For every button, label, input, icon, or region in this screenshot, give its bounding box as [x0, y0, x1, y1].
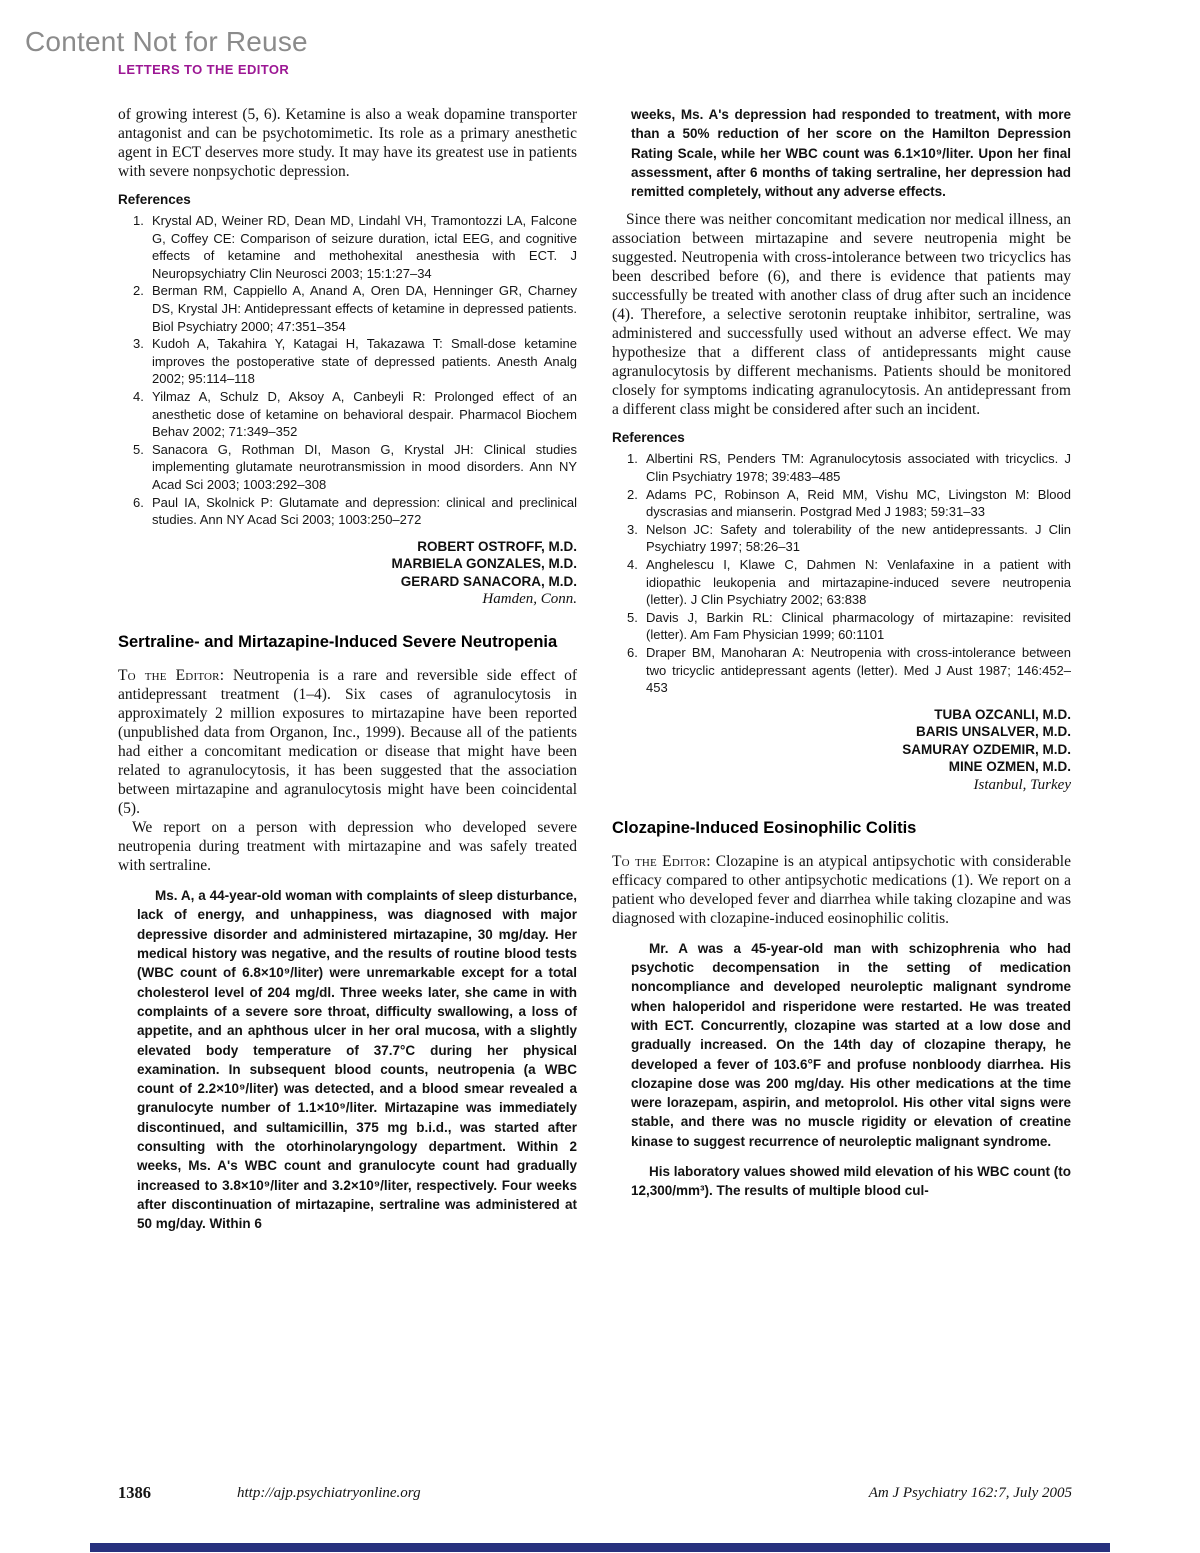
signature-name: TUBA OZCANLI, M.D. — [934, 706, 1071, 722]
signature-name: MARBIELA GONZALES, M.D. — [391, 556, 577, 572]
ketamine-reference-list — [133, 212, 577, 529]
ketamine-closing-paragraph: of growing interest (5, 6). Ketamine is also a weak dopamine transporter antagonist and can be psychotomimetic. Its role as a primary anesthetic agent in ECT deserves more study. It may have its greatest use in patients with severe nonpsychotic depression. — [118, 106, 577, 180]
signature-name: BARIS UNSALVER, M.D. — [915, 724, 1071, 740]
references-heading: References — [612, 430, 685, 446]
two-column-layout — [118, 105, 1072, 1234]
case-report-paragraph: His laboratory values showed mild elevation of his WBC count (to 12,300/mm³). The results of multiple blood cul- — [631, 1164, 1071, 1199]
paragraph-text: Clozapine is an atypical antipsychotic with considerable efficacy compared to other antipsychotic medications (1). We report on a patient who developed fever and diarrhea while taking clozapine and was diagnosed with clozapine-induced eosinophilic colitis. — [612, 852, 1071, 927]
letter-title-clozapine: Clozapine-Induced Eosinophilic Colitis — [612, 818, 917, 837]
signature-name: GERARD SANACORA, M.D. — [400, 573, 577, 589]
footer-url: http://ajp.psychiatryonline.org — [237, 1485, 421, 1501]
reference-item: Paul IA, Skolnick P: Glutamate and depression: clinical and preclinical studies. Ann NY Acad Sci 2003; 1003:250–272 — [152, 494, 577, 528]
case-report-paragraph: Mr. A was a 45-year-old man with schizophrenia who had psychotic decompensation in the setting of medication noncompliance and developed neuroleptic malignant syndrome when haloperidol and risperidone were restarted. He was treated with ECT. Concurrently, clozapine was started at a low dose and gradually increased. On the 14th day of clozapine therapy, he developed a fever of 103.6°F and profuse nonbloody diarrhea. His clozapine dose was 200 mg/day. His other medications at the time were lorazepam, aspirin, and metoprolol. His other vital signs were stable, and there was no muscle rigidity or elevation of creatine kinase to suggest recurrence of neuroleptic malignant syndrome. — [631, 940, 1071, 1149]
page-footer — [0, 1483, 1200, 1505]
right-column — [612, 105, 1071, 1201]
reference-item: Yilmaz A, Schulz D, Aksoy A, Canbeyli R: Prolonged effect of an anesthetic dose of ketamine on behavioral despair. Pharmacol Biochem Behav 2002; 71:349–352 — [152, 388, 577, 440]
bottom-accent-bar — [90, 1543, 1110, 1552]
sertraline-paragraph-1 — [118, 666, 577, 818]
reference-item: Anghelescu I, Klawe C, Dahmen N: Venlafaxine in a patient with idiopathic leukopenia and mirtazapine-induced severe neutropenia (letter). J Clin Psychiatry 2002; 63:838 — [646, 557, 1071, 608]
reference-item: Kudoh A, Takahira Y, Katagai H, Takazawa T: Small-dose ketamine improves the postoperative state of depressed patients. Anesth Analg 2002; 95:114–118 — [152, 336, 577, 387]
reference-item: Nelson JC: Safety and tolerability of the new antidepressants. J Clin Psychiatry 1997; 58:26–31 — [646, 521, 1071, 555]
references-heading: References — [118, 192, 191, 207]
paragraph-text: Neutropenia is a rare and reversible side effect of antidepressant treatment (1–4). Six cases of agranulocytosis in approximately 2 million exposures to mirtazapine have been reported (unpublished data from Organon, Inc., 1999). Because all of the patients had either a concomitant medication or disease that might have been related to agranulocytosis, it has been suggested that the association between mirtazapine and agranulocytosis might have been coincidental (5). — [118, 667, 578, 818]
signature-location: Istanbul, Turkey — [973, 776, 1071, 793]
watermark-text: Content Not for Reuse — [25, 26, 308, 57]
footer-page-number: 1386 — [118, 1483, 151, 1502]
reference-item: Albertini RS, Penders TM: Agranulocytosis associated with tricyclics. J Clin Psychiatry 1978; 39:483–485 — [646, 451, 1071, 485]
to-the-editor-salutation: To the Editor: — [612, 852, 711, 870]
left-column — [118, 105, 577, 1234]
reference-item: Krystal AD, Weiner RD, Dean MD, Lindahl VH, Tramontozzi LA, Falcone G, Coffey CE: Comparison of seizure duration, ictal EEG, and cognitive effects of ketamine and methohexital anesthesia with ECT. J Neuropsychiatry Clin Neurosci 2003; 15:1:27–34 — [152, 213, 577, 281]
sertraline-reference-list — [627, 450, 1071, 696]
signature-name: MINE OZMEN, M.D. — [948, 759, 1071, 775]
signature-name: SAMURAY OZDEMIR, M.D. — [902, 741, 1071, 757]
ketamine-signature-block — [118, 538, 577, 610]
footer-journal-citation: Am J Psychiatry 162:7, July 2005 — [868, 1485, 1072, 1501]
signature-location: Hamden, Conn. — [482, 591, 577, 608]
reference-item: Davis J, Barkin RL: Clinical pharmacology of mirtazapine: revisited (letter). Am Fam Physician 1999; 60:1101 — [646, 609, 1071, 643]
sertraline-signature-block — [612, 706, 1071, 795]
clozapine-paragraph-1 — [612, 852, 1071, 928]
reference-item: Sanacora G, Rothman DI, Mason G, Krystal JH: Clinical studies implementing glutamate neurotransmission in mood disorders. Ann NY Acad Sci 2003; 1003:292–308 — [152, 441, 577, 492]
sertraline-discussion-paragraph: Since there was neither concomitant medication nor medical illness, an association between mirtazapine and severe neutropenia might be suggested. Neutropenia with cross-intolerance between two tricyclics has been described before (6), and there is evidence that patients may successfully be treated with another class of drug after such an incidence (4). Therefore, a selective serotonin reuptake inhibitor, sertraline, was administered and successfully used without an adverse effect. We may hypothesize that a different class of antidepressants might cause agranulocytosis by different mechanisms. Patients should be monitored closely for symptoms indicating agranulocytosis. An antidepressant from a different class might be considered after such an incident. — [612, 211, 1071, 419]
letter-title-sertraline: Sertraline- and Mirtazapine-Induced Severe Neutropenia — [118, 633, 558, 652]
reference-item: Draper BM, Manoharan A: Neutropenia with cross-intolerance between two tricyclic antidepressant agents (letter). Med J Aust 1987; 146:452–453 — [646, 645, 1071, 696]
to-the-editor-salutation: To the Editor: — [118, 667, 225, 685]
case-report-continuation: weeks, Ms. A's depression had responded to treatment, with more than a 50% reduction of her score on the Hamilton Depression Rating Scale, while her WBC count was 6.1×10⁹/liter. Upon her final assessment, after 6 months of taking sertraline, her depression had remitted completely, without any adverse effects. — [631, 107, 1071, 200]
sertraline-paragraph-2: We report on a person with depression who developed severe neutropenia during treatment with mirtazapine and was safely treated with sertraline. — [118, 819, 577, 875]
reference-item: Berman RM, Cappiello A, Anand A, Oren DA, Henninger GR, Charney DS, Krystal JH: Antidepressant effects of ketamine in depressed patients. Biol Psychiatry 2000; 47:351–354 — [152, 283, 577, 334]
signature-name: ROBERT OSTROFF, M.D. — [417, 538, 577, 554]
section-running-head: LETTERS TO THE EDITOR — [118, 62, 290, 77]
case-report-paragraph: Ms. A, a 44-year-old woman with complaints of sleep disturbance, lack of energy, and unhappiness, was diagnosed with major depressive disorder and administered mirtazapine, 30 mg/day. Her medical history was negative, and the results of routine blood tests (WBC count of 6.8×10⁹/liter) were unremarkable except for a total cholesterol level of 204 mg/dl. Three weeks later, she came in with complaints of a severe sore throat, difficulty swallowing, a loss of appetite, and an aphthous ulcer in her oral mucosa, with a slightly elevated body temperature of 37.7°C during her physical examination. In subsequent blood counts, neutropenia (a WBC count of 2.2×10⁹/liter) was detected, and a blood smear revealed a granulocyte number of 1.1×10⁹/liter. Mirtazapine was immediately discontinued, and sultamicillin, 375 mg b.i.d., was started after consulting with the otorhinolaryngology department. Within 2 weeks, Ms. A's WBC count and granulocyte count had gradually increased to 3.8×10⁹/liter and 3.2×10⁹/liter, respectively. Four weeks after discontinuation of mirtazapine, sertraline was administered at 50 mg/day. Within 6 — [137, 888, 577, 1232]
reference-item: Adams PC, Robinson A, Reid MM, Vishu MC, Livingston M: Blood dyscrasias and mianserin. Postgrad Med J 1983; 59:31–33 — [646, 486, 1071, 520]
